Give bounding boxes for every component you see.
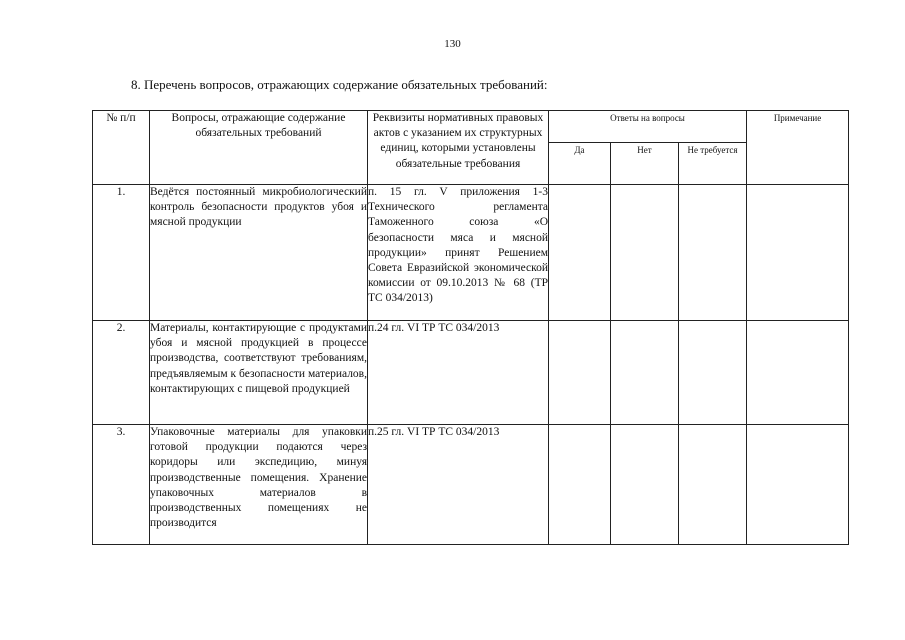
note-cell[interactable] bbox=[747, 185, 849, 321]
row-requisites: п.24 гл. VI ТР ТС 034/2013 bbox=[368, 321, 549, 425]
row-number: 1. bbox=[93, 185, 150, 321]
answer-yes-cell[interactable] bbox=[549, 185, 611, 321]
row-question: Ведётся постоянный микробиологический контроль безопасности продуктов убоя и мясной продукции bbox=[150, 185, 368, 321]
row-requisites: п. 15 гл. V приложения 1-3 Технического регламента Таможенного союза «О безопасности мяса и мясной продукции» принят Решением Совета Евразийской экономической комиссии от 09.10.2013 № 68 (ТР ТС 034/2013) bbox=[368, 185, 549, 321]
header-answers: Ответы на вопросы bbox=[549, 111, 747, 143]
header-question: Вопросы, отражающие содержание обязательных требований bbox=[150, 111, 368, 185]
row-requisites: п.25 гл. VI ТР ТС 034/2013 bbox=[368, 425, 549, 545]
header-yes: Да bbox=[549, 143, 611, 185]
header-requisites: Реквизиты нормативных правовых актов с указанием их структурных единиц, которыми установлены обязательные требования bbox=[368, 111, 549, 185]
header-no: Нет bbox=[611, 143, 679, 185]
row-number: 3. bbox=[93, 425, 150, 545]
answer-yes-cell[interactable] bbox=[549, 425, 611, 545]
table-row bbox=[93, 425, 849, 545]
answer-yes-cell[interactable] bbox=[549, 321, 611, 425]
header-not-required: Не требуется bbox=[679, 143, 747, 185]
note-cell[interactable] bbox=[747, 425, 849, 545]
answer-not-required-cell[interactable] bbox=[679, 321, 747, 425]
answer-no-cell[interactable] bbox=[611, 185, 679, 321]
answer-no-cell[interactable] bbox=[611, 321, 679, 425]
section-heading: 8. Перечень вопросов, отражающих содержание обязательных требований: bbox=[131, 77, 548, 92]
note-cell[interactable] bbox=[747, 321, 849, 425]
answer-not-required-cell[interactable] bbox=[679, 425, 747, 545]
requirements-table bbox=[92, 110, 849, 545]
row-number: 2. bbox=[93, 321, 150, 425]
row-question: Материалы, контактирующие с продуктами убоя и мясной продукцией в процессе производства, соответствуют требованиям, предъявляемым к безопасности материалов, контактирующих с пищевой продукцией bbox=[150, 321, 368, 425]
header-number: № п/п bbox=[93, 111, 150, 185]
table-row bbox=[93, 321, 849, 425]
table-row bbox=[93, 185, 849, 321]
answer-not-required-cell[interactable] bbox=[679, 185, 747, 321]
answer-no-cell[interactable] bbox=[611, 425, 679, 545]
row-question: Упаковочные материалы для упаковки готовой продукции подаются через коридоры или экспедицию, минуя производственные помещения. Хранение упаковочных материалов в производственных помещениях не производится bbox=[150, 425, 368, 545]
header-note: Примечание bbox=[747, 111, 849, 185]
page-number: 130 bbox=[444, 38, 461, 50]
